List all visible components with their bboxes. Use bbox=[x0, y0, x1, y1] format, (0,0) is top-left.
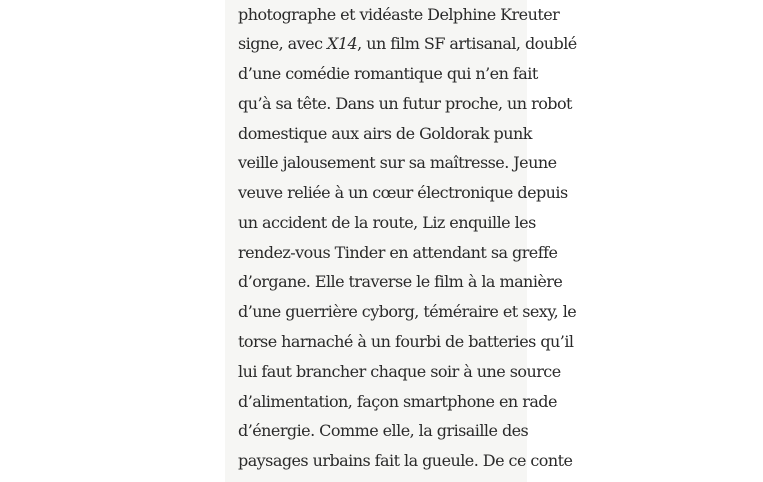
text-line: d’une guerrière cyborg, téméraire et sexy, le bbox=[238, 302, 577, 321]
film-title: X14 bbox=[327, 34, 358, 53]
text-line: lui faut brancher chaque soir à une source bbox=[238, 362, 561, 381]
text-line: d’organe. Elle traverse le film à la manière bbox=[238, 272, 563, 291]
text-line: d’une comédie romantique qui n’en fait bbox=[238, 64, 538, 83]
text-line: domestique aux airs de Goldorak punk bbox=[238, 124, 532, 143]
text-line: d’énergie. Comme elle, la grisaille des bbox=[238, 421, 529, 440]
text-line: un accident de la route, Liz enquille les bbox=[238, 213, 536, 232]
text-line: veuve reliée à un cœur électronique depuis bbox=[238, 183, 568, 202]
text-line: torse harnaché à un fourbi de batteries qu’il bbox=[238, 332, 574, 351]
text-segment: signe, avec bbox=[238, 34, 328, 53]
text-line: photographe et vidéaste Delphine Kreuter bbox=[238, 5, 560, 24]
text-segment: , un film SF artisanal, doublé bbox=[357, 34, 577, 53]
text-line bbox=[238, 29, 577, 59]
text-line: d’alimentation, façon smartphone en rade bbox=[238, 392, 557, 411]
text-line: qu’à sa tête. Dans un futur proche, un robot bbox=[238, 94, 572, 113]
text-line: veille jalousement sur sa maîtresse. Jeune bbox=[238, 153, 557, 172]
text-line: paysages urbains fait la gueule. De ce conte bbox=[238, 451, 573, 470]
text-line: rendez-vous Tinder en attendant sa greffe bbox=[238, 243, 558, 262]
